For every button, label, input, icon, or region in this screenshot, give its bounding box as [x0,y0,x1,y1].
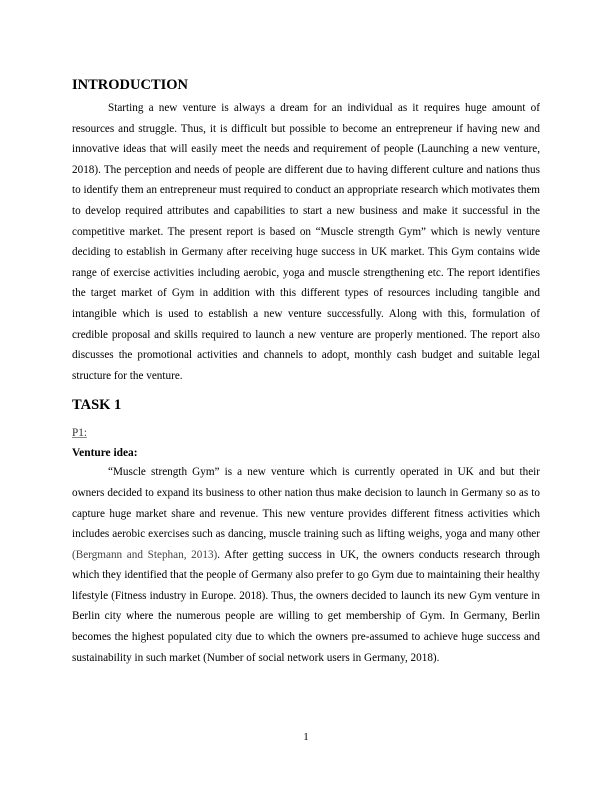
task1-heading: TASK 1 [72,397,122,414]
venture-idea-paragraph [72,462,540,668]
venture-idea-citation: (Bergmann and Stephan, 2013) [72,548,218,561]
introduction-heading: INTRODUCTION [72,77,189,93]
venture-idea-text-part1: “Muscle strength Gym” is a new venture which is currently operated in UK and but their owners decided to expand its business to other nation thus make decision to launch in Germany so as to capture huge market share and revenue. This new venture provides different fitness activities which includes aerobic exercises such as dancing, muscle training such as lifting weighs, yoga and many other [72,466,540,541]
p1-label: P1: [72,427,87,440]
page-number: 1 [303,731,309,743]
venture-idea-subheading: Venture idea: [72,447,138,460]
document-page [72,76,540,668]
introduction-paragraph: Starting a new venture is always a dream for an individual as it requires huge amount of resources and struggle. Thus, it is difficult but possible to become an entrepreneur if having new and innovative ideas that will easily meet the needs and requirement of people (Launching a new venture, 2018). The perception and needs of people are different due to having different culture and nations thus to identify them an entrepreneur must required to conduct an appropriate research which motivates them to develop required attributes and capabilities to start a new business and make it successful in the competitive market. The present report is based on “Muscle strength Gym” which is newly venture deciding to establish in Germany after receiving huge success in UK market. This Gym contains wide range of exercise activities including aerobic, yoga and muscle strengthening etc. The report identifies the target market of Gym in addition with this different types of resources including tangible and intangible which is used to establish a new venture successfully. Along with this, formulation of credible proposal and skills required to launch a new venture are properly mentioned. The report also discusses the promotional activities and channels to adopt, monthly cash budget and suitable legal structure for the venture. [72,102,540,382]
venture-idea-text-part2: . After getting success in UK, the owners conducts research through which they identified that the people of Germany also prefer to go Gym due to maintaining their healthy lifestyle (Fitness industry in Europe. 2018). Thus, the owners decided to launch its new Gym venture in Berlin city where the numerous people are willing to get membership of Gym. In Germany, Berlin becomes the highest populated city due to which the owners pre-assumed to achieve huge success and sustainability in such market (Number of social network users in Germany, 2018). [72,548,541,664]
